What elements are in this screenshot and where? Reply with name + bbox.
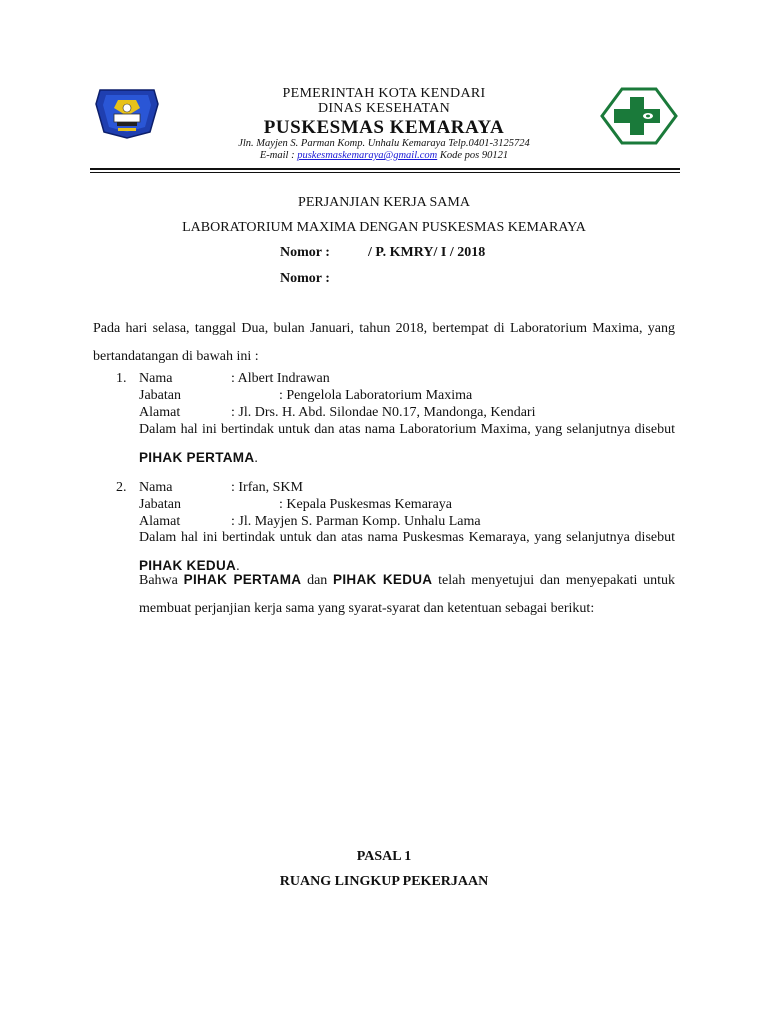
header-contact [0, 150, 768, 161]
intro-paragraph: Pada hari selasa, tanggal Dua, bulan Januari, tahun 2018, bertempat di Laboratorium Maxima, yang bertandatangan di bawah ini : [93, 321, 675, 364]
party1-rep-end: . [254, 451, 258, 466]
party1-representation [139, 416, 675, 473]
party2-rep-name: PIHAK KEDUA [139, 558, 237, 573]
party1-alamat-value: : Jl. Drs. H. Abd. Silondae N0.17, Mandonga, Kendari [231, 405, 536, 420]
party1-jabatan-row [139, 388, 679, 406]
party2-rep-text: Dalam hal ini bertindak untuk dan atas nama Puskesmas Kemaraya, yang selanjutnya disebut [139, 530, 675, 545]
party1-nama-value: : Albert Indrawan [231, 371, 330, 386]
party1-nama-row [139, 371, 679, 389]
party1-jabatan-label: Jabatan [139, 388, 181, 403]
agreement-post: telah menyetujui dan menyepakati untuk membuat perjanjian kerja sama yang syarat-syarat dan ketentuan sebagai berikut: [139, 573, 675, 616]
nomor-line-2 [280, 271, 330, 287]
party2-nama-row [139, 480, 679, 498]
document-title: PERJANJIAN KERJA SAMA [298, 195, 470, 210]
agreement-mid: dan [301, 573, 334, 588]
party1-nama-label: Nama [139, 371, 173, 386]
agreement-party1: PIHAK PERTAMA [183, 572, 302, 587]
party2-jabatan-value: : Kepala Puskesmas Kemaraya [279, 497, 452, 512]
party1-rep-text: Dalam hal ini bertindak untuk dan atas nama Laboratorium Maxima, yang selanjutnya disebut [139, 422, 675, 437]
nomor-label-1: Nomor : [280, 245, 330, 260]
header-government: PEMERINTAH KOTA KENDARI [282, 86, 486, 101]
agreement-party2: PIHAK KEDUA [333, 572, 433, 587]
document-subtitle: LABORATORIUM MAXIMA DENGAN PUSKESMAS KEMARAYA [182, 220, 586, 235]
letterhead-rule-thick [90, 168, 680, 170]
agreement-pre: Bahwa [139, 573, 184, 588]
party1-alamat-label: Alamat [139, 405, 181, 420]
agreement-paragraph [139, 566, 675, 623]
party2-number: 2. [116, 480, 127, 495]
email-label: E-mail : [259, 150, 298, 161]
postcode: Kode pos 90121 [437, 150, 509, 161]
email-link[interactable]: puskesmaskemaraya@gmail.com [297, 150, 438, 161]
party2-nama-value: : Irfan, SKM [231, 480, 303, 495]
party2-jabatan-label: Jabatan [139, 497, 181, 512]
nomor-line-1 [280, 245, 486, 261]
party1-number: 1. [116, 371, 127, 386]
pasal-number: PASAL 1 [356, 849, 412, 864]
nomor-value-1: / P. KMRY/ I / 2018 [368, 245, 486, 260]
party2-rep-end: . [236, 559, 240, 574]
pasal-title: RUANG LINGKUP PEKERJAAN [279, 874, 489, 889]
nomor-label-2: Nomor : [280, 271, 330, 286]
party2-alamat-label: Alamat [139, 514, 181, 529]
party2-jabatan-row [139, 497, 679, 515]
party2-alamat-value: : Jl. Mayjen S. Parman Komp. Unhalu Lama [231, 514, 481, 529]
header-institution: PUSKESMAS KEMARAYA [263, 117, 505, 138]
party2-nama-label: Nama [139, 480, 173, 495]
header-address: Jln. Mayjen S. Parman Komp. Unhalu Kemaraya Telp.0401-3125724 [238, 138, 530, 149]
party1-rep-name: PIHAK PERTAMA [139, 450, 255, 465]
party1-jabatan-value: : Pengelola Laboratorium Maxima [279, 388, 473, 403]
letterhead-rule-thin [90, 172, 680, 173]
header-department: DINAS KESEHATAN [317, 101, 451, 116]
